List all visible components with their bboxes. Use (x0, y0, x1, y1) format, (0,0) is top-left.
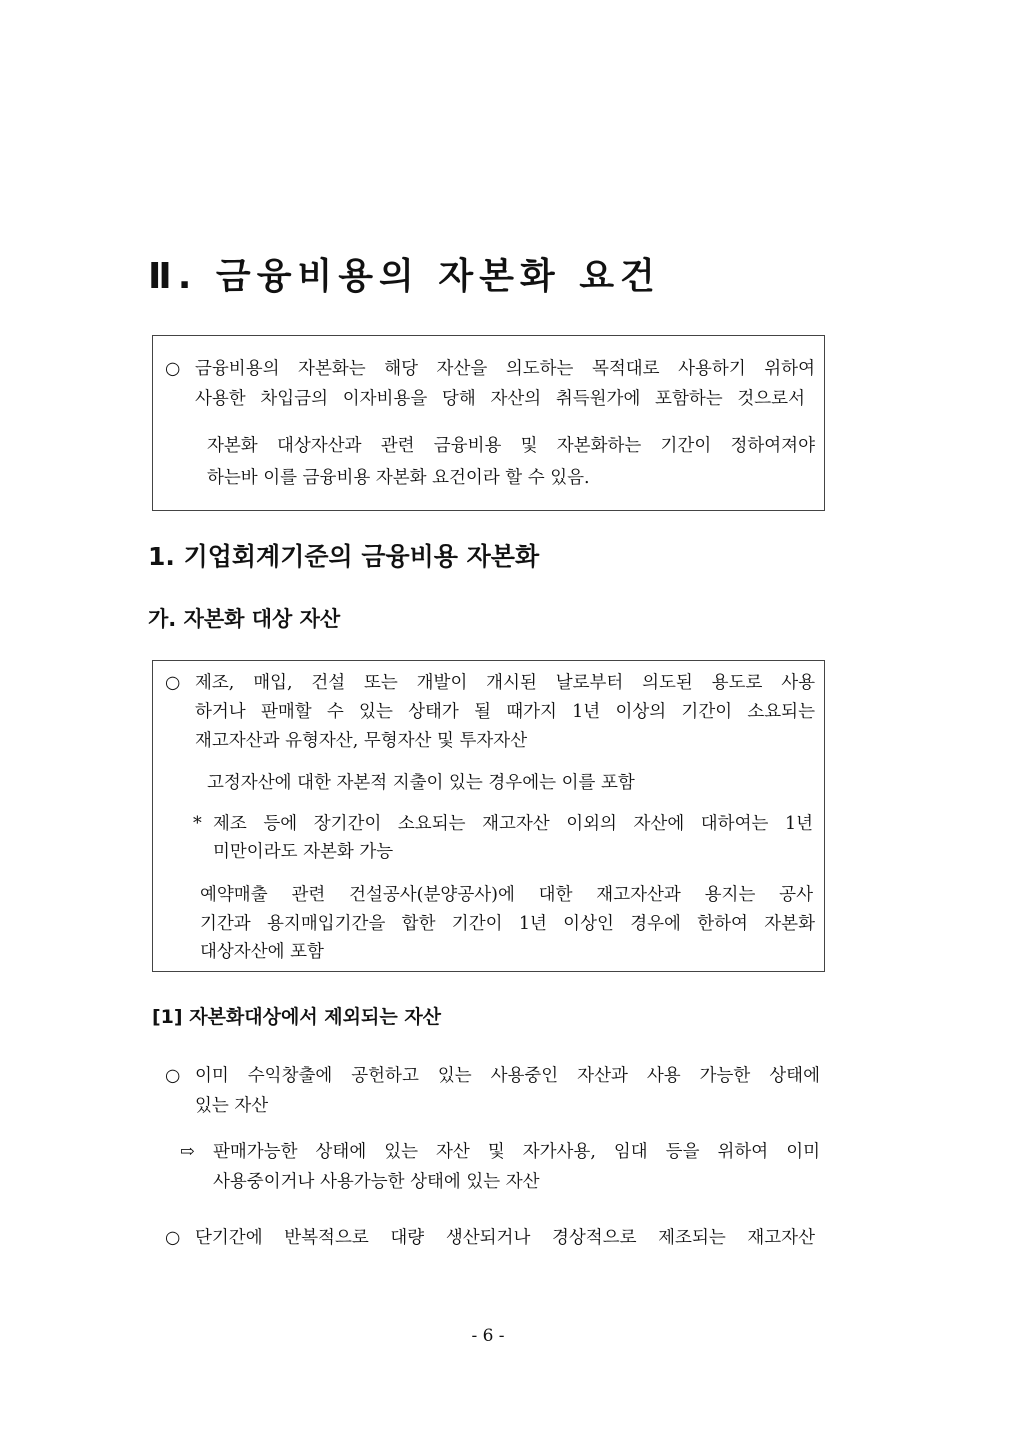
box2-line: 하거나 판매할 수 있는 상태가 될 때가지 1년 이상의 기간이 소요되는 (195, 702, 815, 722)
box2-line: 대상자산에 포함 (200, 942, 324, 962)
bullet: ○ (165, 1228, 181, 1248)
note-mark: * (193, 814, 202, 834)
arrow-icon: ⇨ (180, 1142, 195, 1162)
box1-line: 자본화 대상자산과 관련 금융비용 및 자본화하는 기간이 정하여져야 (207, 436, 815, 456)
box2-line: 예약매출 관련 건설공사(분양공사)에 대한 재고자산과 용지는 공사 (200, 885, 813, 905)
bullet: ○ (165, 673, 181, 693)
bullet: ○ (165, 359, 181, 379)
box2-note: 미만이라도 자본화 가능 (213, 842, 394, 862)
excluded-line: 단기간에 반복적으로 대량 생산되거나 경상적으로 제조되는 재고자산 (195, 1228, 815, 1248)
page-number: - 6 - (471, 1326, 505, 1346)
excluded-arrow-line: 판매가능한 상태에 있는 자산 및 자가사용, 임대 등을 위하여 이미 (213, 1142, 820, 1162)
subsection-title: [1] 자본화대상에서 제외되는 자산 (152, 1006, 442, 1028)
box2-line: 재고자산과 유형자산, 무형자산 및 투자자산 (195, 731, 528, 751)
box1-line: 하는바 이를 금융비용 자본화 요건이라 할 수 있음. (207, 468, 590, 488)
section-title: 1. 기업회계기준의 금융비용 자본화 (148, 542, 540, 571)
subsection-title: 가. 자본화 대상 자산 (148, 607, 341, 631)
box2-line: 고정자산에 대한 자본적 지출이 있는 경우에는 이를 포함 (207, 773, 635, 793)
box2-line: 제조, 매입, 건설 또는 개발이 개시된 날로부터 의도된 용도로 사용 (195, 673, 815, 693)
bullet: ○ (165, 1066, 181, 1086)
excluded-line: 이미 수익창출에 공헌하고 있는 사용중인 자산과 사용 가능한 상태에 (195, 1066, 820, 1086)
excluded-line: 있는 자산 (195, 1096, 269, 1116)
box1-line: 금융비용의 자본화는 해당 자산을 의도하는 목적대로 사용하기 위하여 (195, 359, 815, 379)
box2-line: 기간과 용지매입기간을 합한 기간이 1년 이상인 경우에 한하여 자본화 (200, 914, 815, 934)
box2-note: 제조 등에 장기간이 소요되는 재고자산 이외의 자산에 대하여는 1년 (213, 814, 813, 834)
excluded-arrow-line: 사용중이거나 사용가능한 상태에 있는 자산 (213, 1172, 540, 1192)
box1-line: 사용한 차입금의 이자비용을 당해 자산의 취득원가에 포함하는 것으로서 (195, 389, 805, 409)
chapter-title: Ⅱ. 금융비용의 자본화 요건 (148, 256, 661, 297)
